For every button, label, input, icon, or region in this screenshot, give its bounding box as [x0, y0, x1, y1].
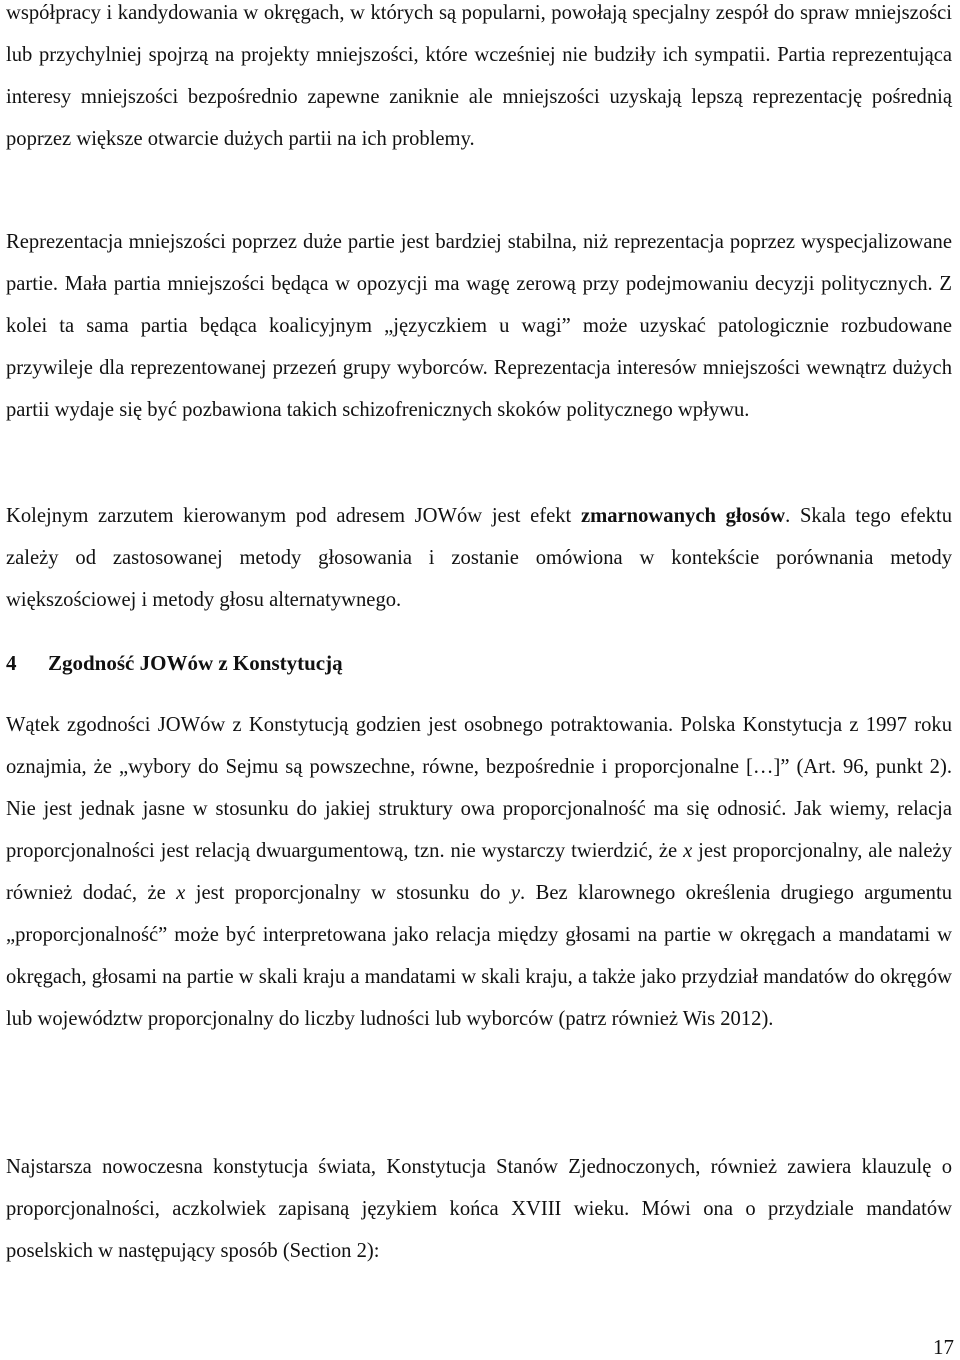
wasted-votes-text-after: . Skala tego efektu zależy od zastosowanej metody głosowania i zostanie omówiona w kontekście porównania metody większościowej i metody głosu alternatywnego.	[6, 505, 952, 611]
constitution-text-a: Wątek zgodności JOWów z Konstytucją godzien jest osobnego potraktowania. Polska Konstytucja z 1997 roku oznajmia, że „wybory do Sejmu są powszechne, równe, bezpośrednie i proporcjonalne […]” (Art. 96, punkt 2). Nie jest jednak jasne w stosunku do jakiej struktury owa proporcjonalność ma się odnosić. Jak wiemy, relacja proporcjonalności jest relacją dwuargumentową, tzn. nie wystarczy twierdzić, że	[6, 714, 952, 862]
paragraph-constitution-compliance	[6, 704, 952, 1040]
constitution-text-d: . Bez klarownego określenia drugiego argumentu „proporcjonalność” może być interpretowana jako relacja między głosami na partie w okręgach a mandatami w okręgach, głosami na partie w skali kraju a mandatami w skali kraju, a także jako przydział mandatów do okręgów lub województw proporcjonalny do liczby ludności lub wyborców (patrz również Wis 2012).	[6, 882, 952, 1030]
paragraph-wasted-votes	[6, 495, 952, 621]
variable-y: y	[510, 882, 521, 904]
constitution-text-b: jest proporcjonalny, ale należy również dodać, że	[6, 840, 952, 904]
page-number: 17	[933, 1335, 954, 1359]
wasted-votes-term: zmarnowanych głosów	[580, 505, 786, 527]
section-title: Zgodność JOWów z Konstytucją	[48, 651, 343, 675]
paragraph-us-constitution: Najstarsza nowoczesna konstytucja świata, Konstytucja Stanów Zjednoczonych, również zawiera klauzulę o proporcjonalności, aczkolwiek zapisaną językiem końca XVIII wieku. Mówi ona o przydziale mandatów poselskich w następujący sposób (Section 2):	[6, 1156, 952, 1262]
wasted-votes-text-before: Kolejnym zarzutem kierowanym pod adresem JOWów jest efekt	[6, 505, 581, 527]
section-number: 4	[6, 651, 17, 675]
paragraph-minority-representation: Reprezentacja mniejszości poprzez duże partie jest bardziej stabilna, niż reprezentacja poprzez wyspecjalizowane partie. Mała partia mniejszości będąca w opozycji ma wagę zerową przy podejmowaniu decyzji politycznych. Z kolei ta sama partia będąca koalicyjnym „języczkiem u wagi” może uzyskać patologicznie rozbudowane przywileje dla reprezentowanej przezeń grupy wyborców. Reprezentacja interesów mniejszości wewnątrz dużych partii wydaje się być pozbawiona takich schizofrenicznych skoków politycznego wpływu.	[6, 231, 952, 421]
variable-x-1: x	[683, 840, 693, 862]
paragraph-minority-cooperation: współpracy i kandydowania w okręgach, w których są popularni, powołają specjalny zespół do spraw mniejszości lub przychylniej spojrzą na projekty mniejszości, które wcześniej nie budziły ich sympatii. Partia reprezentująca interesy mniejszości bezpośrednio zapewne zaniknie ale mniejszości uzyskają lepszą reprezentację pośrednią poprzez większe otwarcie dużych partii na ich problemy.	[6, 2, 952, 150]
section-heading	[6, 643, 343, 683]
variable-x-2: x	[176, 882, 186, 904]
constitution-text-c: jest proporcjonalny w stosunku do	[185, 882, 511, 904]
